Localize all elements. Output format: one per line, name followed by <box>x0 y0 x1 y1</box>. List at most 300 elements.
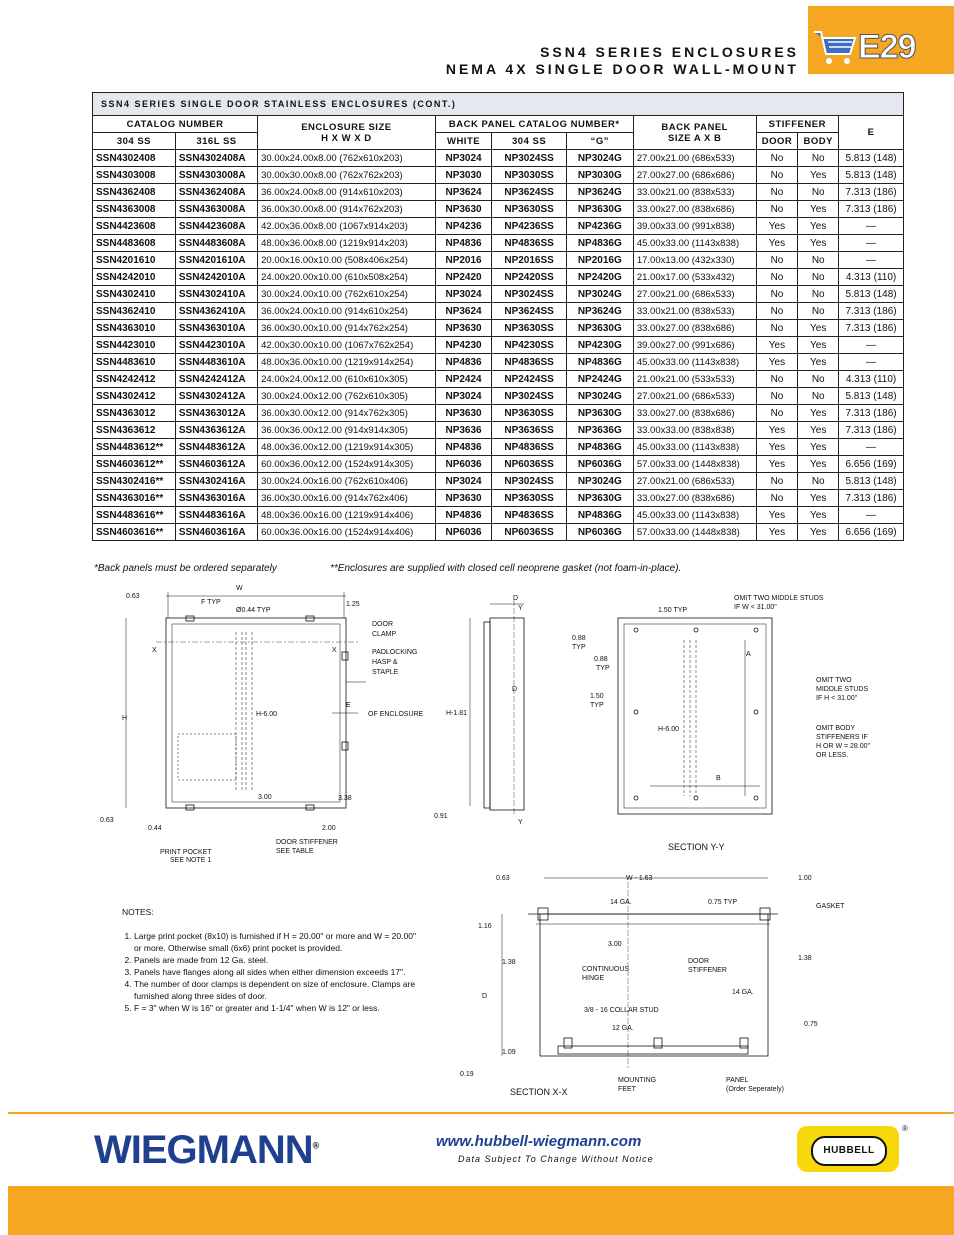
col-bp-304ss: 304 SS <box>492 133 566 150</box>
dim-109: 1.09 <box>502 1049 516 1056</box>
table-cell: 48.00x36.00x8.00 (1219x914x203) <box>258 235 436 252</box>
table-cell: SSN4603612A <box>175 456 257 473</box>
table-cell: 4.313 (110) <box>839 371 904 388</box>
table-cell: NP2424G <box>566 371 633 388</box>
table-row <box>93 354 904 371</box>
table-cell: SSN4363016** <box>93 490 176 507</box>
col-back-panel-catalog: BACK PANEL CATALOG NUMBER* <box>435 116 633 133</box>
table-cell: No <box>798 150 839 167</box>
table-cell: No <box>756 201 798 218</box>
table-row <box>93 218 904 235</box>
table-cell: 7.313 (186) <box>839 201 904 218</box>
table-cell: 7.313 (186) <box>839 184 904 201</box>
label-door-clamp-2: CLAMP <box>372 631 397 638</box>
table-cell: 7.313 (186) <box>839 303 904 320</box>
table-cell: Yes <box>798 235 839 252</box>
table-cell: NP3024G <box>566 388 633 405</box>
col-body: BODY <box>798 133 839 150</box>
table-cell: NP3024 <box>435 388 492 405</box>
dim-088-2: TYP <box>572 644 586 651</box>
table-cell: 42.00x30.00x10.00 (1067x762x254) <box>258 337 436 354</box>
dim-091: 0.91 <box>434 813 448 820</box>
dim-063: 0.63 <box>496 875 510 882</box>
table-cell: No <box>798 303 839 320</box>
table-cell: 48.00x36.00x10.00 (1219x914x254) <box>258 354 436 371</box>
dim-063-bottom: 0.63 <box>100 817 114 824</box>
table-cell: SSN4302408 <box>93 150 176 167</box>
dim-088-1: 0.88 <box>572 635 586 642</box>
table-cell: No <box>798 252 839 269</box>
page-tab <box>808 6 954 74</box>
table-cell: 4.313 (110) <box>839 269 904 286</box>
table-row <box>93 184 904 201</box>
section-yy-drawing <box>560 590 890 850</box>
table-cell: NP4836SS <box>492 354 566 371</box>
table-cell: NP3630 <box>435 405 492 422</box>
table-cell: NP4236SS <box>492 218 566 235</box>
col-door: DOOR <box>756 133 798 150</box>
table-cell: NP3630G <box>566 201 633 218</box>
table-cell: SSN4603612** <box>93 456 176 473</box>
table-cell: SSN4363612A <box>175 422 257 439</box>
table-cell: SSN4483612** <box>93 439 176 456</box>
col-back-panel-size: BACK PANEL SIZE A X B <box>633 116 756 150</box>
table-cell: 27.00x21.00 (686x533) <box>633 286 756 303</box>
table-cell: SSN4302410 <box>93 286 176 303</box>
table-cell: NP3630SS <box>492 490 566 507</box>
table-cell: NP4836SS <box>492 235 566 252</box>
table-cell: 45.00x33.00 (1143x838) <box>633 439 756 456</box>
table-cell: Yes <box>756 456 798 473</box>
front-view-drawing <box>96 582 446 872</box>
table-cell: SSN4483612A <box>175 439 257 456</box>
table-cell: 36.00x30.00x10.00 (914x762x254) <box>258 320 436 337</box>
table-row <box>93 286 904 303</box>
table-cell: SSN4603616** <box>93 524 176 541</box>
table-cell: No <box>756 405 798 422</box>
table-cell: No <box>756 371 798 388</box>
table-cell: — <box>839 252 904 269</box>
table-cell: SSN4483610 <box>93 354 176 371</box>
table-cell: NP3630 <box>435 490 492 507</box>
note-omit-b-4: OR LESS. <box>816 752 849 759</box>
col-enclosure-size: ENCLOSURE SIZE H X W X D <box>258 116 436 150</box>
table-row <box>93 405 904 422</box>
dim-116: 1.16 <box>478 923 492 930</box>
table-cell: Yes <box>798 524 839 541</box>
table-cell: NP3024 <box>435 286 492 303</box>
table-cell: 33.00x27.00 (838x686) <box>633 201 756 218</box>
label-hasp-3: STAPLE <box>372 669 399 676</box>
table-cell: 21.00x17.00 (533x432) <box>633 269 756 286</box>
table-cell: 27.00x21.00 (686x533) <box>633 150 756 167</box>
table-cell: NP4236 <box>435 218 492 235</box>
header-line-1: SSN4 SERIES ENCLOSURES <box>540 44 799 60</box>
table-cell: 7.313 (186) <box>839 320 904 337</box>
hubbell-reg-mark: ® <box>902 1124 908 1133</box>
table-cell: 30.00x24.00x12.00 (762x610x305) <box>258 388 436 405</box>
table-cell: Yes <box>798 456 839 473</box>
table-cell: 36.00x36.00x12.00 (914x914x305) <box>258 422 436 439</box>
label-hasp-1: PADLOCKING <box>372 649 418 656</box>
table-cell: 36.00x30.00x16.00 (914x762x406) <box>258 490 436 507</box>
dim-dia: Ø0.44 TYP <box>236 607 271 614</box>
table-cell: NP2420SS <box>492 269 566 286</box>
dim-019: 0.19 <box>460 1071 474 1078</box>
table-cell: SSN4363010 <box>93 320 176 337</box>
table-row <box>93 269 904 286</box>
table-cell: NP2424SS <box>492 371 566 388</box>
label-12ga: 12 GA. <box>612 1025 634 1032</box>
table-cell: NP3624 <box>435 303 492 320</box>
label-pocket-2: SEE NOTE 1 <box>170 857 212 864</box>
table-cell: NP6036 <box>435 524 492 541</box>
table-cell: Yes <box>798 405 839 422</box>
table-cell: Yes <box>798 337 839 354</box>
table-cell: SSN4302408A <box>175 150 257 167</box>
dim-d: D <box>482 993 488 1000</box>
table-cell: NP3636G <box>566 422 633 439</box>
section-xx-drawing <box>460 868 878 1100</box>
label-feet-1: MOUNTING <box>618 1077 657 1084</box>
table-cell: Yes <box>756 235 798 252</box>
table-cell: No <box>798 184 839 201</box>
label-pocket-1: PRINT POCKET <box>160 849 212 856</box>
table-cell: No <box>756 473 798 490</box>
table-cell: No <box>756 320 798 337</box>
footnote-gasket: **Enclosures are supplied with closed cell neoprene gasket (not foam-in-place). <box>330 563 682 574</box>
table-cell: 60.00x36.00x12.00 (1524x914x305) <box>258 456 436 473</box>
table-cell: Yes <box>756 354 798 371</box>
table-cell: NP3630 <box>435 320 492 337</box>
table-cell: NP3624SS <box>492 184 566 201</box>
table-cell: NP3030G <box>566 167 633 184</box>
col-e: E <box>839 116 904 150</box>
dim-300: 3.00 <box>258 794 272 801</box>
table-cell: SSN4302412A <box>175 388 257 405</box>
table-cell: NP4236G <box>566 218 633 235</box>
enclosure-table <box>92 92 904 541</box>
dim-100: 1.00 <box>798 875 812 882</box>
label-a: A <box>746 651 751 658</box>
table-cell: NP3024G <box>566 286 633 303</box>
table-cell: SSN4363012 <box>93 405 176 422</box>
table-cell: 33.00x27.00 (838x686) <box>633 490 756 507</box>
table-cell: NP3030 <box>435 167 492 184</box>
table-cell: SSN4423608A <box>175 218 257 235</box>
table-cell: No <box>798 388 839 405</box>
label-collar-stud: 3/8 - 16 COLLAR STUD <box>584 1007 659 1014</box>
dim-150-2: TYP <box>590 702 604 709</box>
note-omit-h-2: MIDDLE STUDS <box>816 686 869 693</box>
table-cell: No <box>798 286 839 303</box>
table-cell: 30.00x30.00x8.00 (762x762x203) <box>258 167 436 184</box>
note-omit-h-3: IF H < 31.00" <box>816 695 858 702</box>
table-cell: SSN4362410A <box>175 303 257 320</box>
table-cell: 42.00x36.00x8.00 (1067x914x203) <box>258 218 436 235</box>
dim-w163: W - 1.63 <box>626 875 653 882</box>
table-cell: SSN4303008 <box>93 167 176 184</box>
table-cell: SSN4303008A <box>175 167 257 184</box>
table-cell: 6.656 (169) <box>839 456 904 473</box>
table-cell: 60.00x36.00x16.00 (1524x914x406) <box>258 524 436 541</box>
disclaimer: Data Subject To Change Without Notice <box>458 1154 654 1164</box>
table-cell: 36.00x30.00x8.00 (914x762x203) <box>258 201 436 218</box>
dim-088b-1: 0.88 <box>594 656 608 663</box>
table-cell: SSN4242010A <box>175 269 257 286</box>
table-cell: 30.00x24.00x16.00 (762x610x406) <box>258 473 436 490</box>
table-cell: SSN4423010A <box>175 337 257 354</box>
label-hinge-2: HINGE <box>582 975 605 982</box>
table-cell: NP4836 <box>435 354 492 371</box>
table-cell: NP3630 <box>435 201 492 218</box>
label-hasp-2: HASP & <box>372 659 398 666</box>
table-body <box>93 150 904 541</box>
table-cell: NP3024SS <box>492 388 566 405</box>
table-cell: NP3630G <box>566 320 633 337</box>
table-cell: NP4836G <box>566 235 633 252</box>
dim-h600: H-6.00 <box>658 726 680 733</box>
table-cell: 57.00x33.00 (1448x838) <box>633 524 756 541</box>
section-yy-label: SECTION Y-Y <box>668 842 725 852</box>
table-cell: 7.313 (186) <box>839 490 904 507</box>
table-cell: NP3630SS <box>492 201 566 218</box>
table-row <box>93 320 904 337</box>
dim-088b-2: TYP <box>596 665 610 672</box>
note-omit-b-1: OMIT BODY <box>816 725 856 732</box>
table-cell: Yes <box>756 439 798 456</box>
table-cell: NP4836G <box>566 507 633 524</box>
label-14ga: 14 GA. <box>610 899 632 906</box>
label-x-right: X <box>332 647 337 654</box>
hubbell-logo: HUBBELL <box>797 1126 899 1172</box>
table-cell: NP6036 <box>435 456 492 473</box>
table-row <box>93 201 904 218</box>
table-cell: Yes <box>798 167 839 184</box>
table-cell: — <box>839 507 904 524</box>
table-row <box>93 422 904 439</box>
table-cell: NP3624G <box>566 184 633 201</box>
notes <box>122 906 422 1014</box>
table-cell: NP4836SS <box>492 507 566 524</box>
table-cell: NP2016G <box>566 252 633 269</box>
dim-063-top: 0.63 <box>126 593 140 600</box>
table-cell: 5.813 (148) <box>839 167 904 184</box>
table-cell: SSN4483608 <box>93 235 176 252</box>
note-omit-b-3: H OR W = 28.00" <box>816 743 871 750</box>
table-cell: Yes <box>756 422 798 439</box>
table-cell: No <box>756 303 798 320</box>
table-cell: NP4230G <box>566 337 633 354</box>
table-cell: NP4836 <box>435 507 492 524</box>
label-14ga-b: 14 GA. <box>732 989 754 996</box>
note-omit-h-1: OMIT TWO <box>816 677 852 684</box>
wiegmann-logo: WIEGMANN® <box>94 1128 319 1172</box>
table-cell: 33.00x21.00 (838x533) <box>633 184 756 201</box>
table-cell: 30.00x24.00x8.00 (762x610x203) <box>258 150 436 167</box>
col-stiffener: STIFFENER <box>756 116 839 133</box>
table-cell: SSN4302416** <box>93 473 176 490</box>
label-y-bottom: Y <box>518 819 523 826</box>
footer-bar <box>8 1186 954 1235</box>
dim-338: 3.38 <box>338 795 352 802</box>
table-cell: NP4230 <box>435 337 492 354</box>
table-cell: SSN4483610A <box>175 354 257 371</box>
label-gasket: GASKET <box>816 903 845 910</box>
table-cell: SSN4423608 <box>93 218 176 235</box>
table-cell: SSN4483616** <box>93 507 176 524</box>
footnote-back-panels: *Back panels must be ordered separately <box>94 563 277 574</box>
dim-f-typ: F TYP <box>201 599 221 606</box>
table-row <box>93 388 904 405</box>
table-cell: 27.00x21.00 (686x533) <box>633 388 756 405</box>
shopping-cart-icon <box>812 28 858 68</box>
table-cell: SSN4423010 <box>93 337 176 354</box>
col-white: WHITE <box>435 133 492 150</box>
table-cell: No <box>756 184 798 201</box>
table-cell: NP3630G <box>566 490 633 507</box>
table-cell: Yes <box>756 507 798 524</box>
table-cell: NP3636SS <box>492 422 566 439</box>
table-cell: 36.00x24.00x10.00 (914x610x254) <box>258 303 436 320</box>
table-row <box>93 167 904 184</box>
table-cell: Yes <box>756 218 798 235</box>
note-omit-w-2: IF W < 31.00" <box>734 604 777 611</box>
label-y-top: Y <box>518 605 523 612</box>
table-cell: 57.00x33.00 (1448x838) <box>633 456 756 473</box>
table-cell: 21.00x21.00 (533x533) <box>633 371 756 388</box>
dim-300: 3.00 <box>608 941 622 948</box>
table-cell: 24.00x20.00x10.00 (610x508x254) <box>258 269 436 286</box>
table-cell: SSN4302412 <box>93 388 176 405</box>
dim-e: E <box>346 702 351 709</box>
table-cell: 33.00x27.00 (838x686) <box>633 405 756 422</box>
table-cell: — <box>839 218 904 235</box>
table-cell: Yes <box>798 320 839 337</box>
table-row <box>93 507 904 524</box>
note-omit-b-2: STIFFENERS IF <box>816 734 868 741</box>
dim-h: H <box>122 715 128 722</box>
table-cell: NP2420G <box>566 269 633 286</box>
dim-125: 1.25 <box>346 601 360 608</box>
table-cell: — <box>839 235 904 252</box>
dim-w: W <box>236 585 243 592</box>
table-cell: 27.00x21.00 (686x533) <box>633 473 756 490</box>
table-cell: NP3024 <box>435 150 492 167</box>
table-cell: 48.00x36.00x16.00 (1219x914x406) <box>258 507 436 524</box>
table-cell: SSN4201610 <box>93 252 176 269</box>
table-cell: 39.00x27.00 (991x686) <box>633 337 756 354</box>
table-cell: NP3624SS <box>492 303 566 320</box>
table-cell: NP3024G <box>566 150 633 167</box>
table-cell: NP3030SS <box>492 167 566 184</box>
table-cell: 5.813 (148) <box>839 286 904 303</box>
notes-title: NOTES: <box>122 907 154 917</box>
table-cell: 27.00x27.00 (686x686) <box>633 167 756 184</box>
table-cell: — <box>839 337 904 354</box>
table-cell: SSN4483616A <box>175 507 257 524</box>
section-xx-label: SECTION X-X <box>510 1087 568 1097</box>
dim-200: 2.00 <box>322 825 336 832</box>
table-cell: 7.313 (186) <box>839 422 904 439</box>
table-row <box>93 337 904 354</box>
table-cell: 5.813 (148) <box>839 473 904 490</box>
side-view-drawing <box>430 590 540 830</box>
table-cell: NP3024SS <box>492 473 566 490</box>
table-cell: No <box>756 286 798 303</box>
table-cell: NP3024G <box>566 473 633 490</box>
note-4: 4. The number of door clamps is dependent on size of enclosure. Clamps are furnished along three sides of door. <box>134 978 422 1002</box>
table-cell: NP4836G <box>566 439 633 456</box>
dim-075typ: 0.75 TYP <box>708 899 738 906</box>
table-cell: No <box>756 490 798 507</box>
label-panel-2: (Order Seperately) <box>726 1086 784 1093</box>
table-cell: NP2016 <box>435 252 492 269</box>
table-cell: 39.00x33.00 (991x838) <box>633 218 756 235</box>
table-cell: 48.00x36.00x12.00 (1219x914x305) <box>258 439 436 456</box>
table-cell: Yes <box>798 422 839 439</box>
table-cell: 7.313 (186) <box>839 405 904 422</box>
table-cell: 36.00x24.00x8.00 (914x610x203) <box>258 184 436 201</box>
table-cell: SSN4363008 <box>93 201 176 218</box>
dim-150typ: 1.50 TYP <box>658 607 688 614</box>
table-cell: No <box>756 269 798 286</box>
table-cell: NP2424 <box>435 371 492 388</box>
table-cell: NP4836SS <box>492 439 566 456</box>
table-row <box>93 490 904 507</box>
label-stiffener-2: SEE TABLE <box>276 848 314 855</box>
label-door-stiffener-2: STIFFENER <box>688 967 727 974</box>
table-row <box>93 303 904 320</box>
table-cell: Yes <box>798 218 839 235</box>
table-cell: NP4836 <box>435 235 492 252</box>
table-cell: 33.00x33.00 (838x838) <box>633 422 756 439</box>
table-cell: Yes <box>756 524 798 541</box>
table-caption: SSN4 SERIES SINGLE DOOR STAINLESS ENCLOSURES (CONT.) <box>93 93 904 116</box>
table-cell: NP3024 <box>435 473 492 490</box>
table-row <box>93 235 904 252</box>
table-cell: 45.00x33.00 (1143x838) <box>633 507 756 524</box>
table-cell: SSN4363612 <box>93 422 176 439</box>
table-cell: NP3630SS <box>492 405 566 422</box>
table-cell: SSN4363012A <box>175 405 257 422</box>
label-feet-2: FEET <box>618 1086 636 1093</box>
col-304ss: 304 SS <box>93 133 176 150</box>
table-cell: SSN4363016A <box>175 490 257 507</box>
label-stiffener-1: DOOR STIFFENER <box>276 839 338 846</box>
col-316lss: 316L SS <box>175 133 257 150</box>
note-5: 5. F = 3" when W is 16" or greater and 1-1/4" when W is 12" or less. <box>134 1002 422 1014</box>
table-cell: 33.00x27.00 (838x686) <box>633 320 756 337</box>
table-cell: SSN4201610A <box>175 252 257 269</box>
table-cell: SSN4242010 <box>93 269 176 286</box>
label-b: B <box>716 775 721 782</box>
table-row <box>93 524 904 541</box>
website-link[interactable]: www.hubbell-wiegmann.com <box>436 1133 642 1150</box>
dim-138-right: 1.38 <box>798 955 812 962</box>
table-cell: NP6036SS <box>492 524 566 541</box>
label-d-mid: D <box>512 686 518 693</box>
table-cell: SSN4603616A <box>175 524 257 541</box>
table-cell: NP3630SS <box>492 320 566 337</box>
table-cell: SSN4302416A <box>175 473 257 490</box>
table-cell: NP3624G <box>566 303 633 320</box>
table-cell: SSN4242412A <box>175 371 257 388</box>
table-cell: SSN4363008A <box>175 201 257 218</box>
header-line-2: NEMA 4X SINGLE DOOR WALL-MOUNT <box>445 61 799 77</box>
table-cell: NP3024SS <box>492 150 566 167</box>
table-row <box>93 456 904 473</box>
